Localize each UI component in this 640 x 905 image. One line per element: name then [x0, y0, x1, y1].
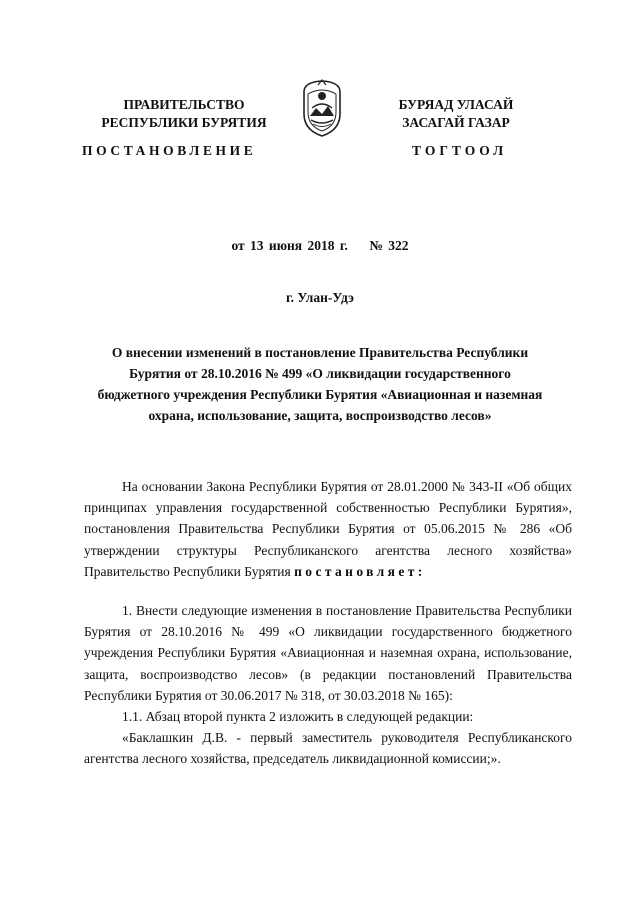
resolves-word: постановляет:	[294, 563, 426, 579]
header-left-line1: ПРАВИТЕЛЬСТВО	[123, 97, 245, 112]
document-body	[84, 476, 572, 770]
paragraph-basis-text: На основании Закона Республики Бурятия от 28.01.2000 № 343-II «Об общих принципах управления государственной собственностью Республики Бурятия», постановления Правительства Республики Бурятия от 05.06.2015 № 286 «Об утверждении структуры Республиканского агентства лесного хозяйства» Правительство Республики Бурятия	[84, 479, 572, 579]
city: г. Улан-Удэ	[286, 290, 354, 305]
paragraph-quote: «Баклашкин Д.В. - первый заместитель руководителя Республиканского агентства лесного хозяйства, председатель ликвидационной комиссии;».	[84, 730, 572, 767]
date-and-number: от 13 июня 2018 г. № 322	[231, 238, 409, 253]
paragraph-item-1-1: 1.1. Абзац второй пункта 2 изложить в следующей редакции:	[122, 709, 474, 725]
paragraph-basis	[84, 476, 572, 582]
decree-label-bua: ТОГТООЛ	[412, 143, 508, 158]
header-left-line2: РЕСПУБЛИКИ БУРЯТИЯ	[101, 115, 267, 130]
header-right-block	[368, 96, 544, 132]
decree-label-ru: ПОСТАНОВЛЕНИЕ	[82, 143, 257, 158]
coat-of-arms-icon	[300, 78, 344, 138]
header-right-line2: ЗАСАГАЙ ГАЗАР	[402, 115, 510, 130]
paragraph-item-1: 1. Внести следующие изменения в постановление Правительства Республики Бурятия от 28.10.2016 № 499 «О ликвидации государственного бюджетного учреждения Республики Бурятия «Авиационная и наземная охрана, использование, защита, воспроизводство лесов» (в редакции постановлений Правительства Республики Бурятия от 30.06.2017 № 318, от 30.03.2018 № 165):	[84, 603, 572, 703]
document-title: О внесении изменений в постановление Правительства Республики Бурятия от 28.10.2016 № 499 «О ликвидации государственного бюджетного учреждения Республики Бурятия «Авиационная и наземная охрана, использование, защита, воспроизводство лесов»	[97, 345, 543, 423]
header-right-line1: БУРЯАД УЛАСАЙ	[398, 97, 514, 112]
header-left-block	[96, 96, 272, 132]
